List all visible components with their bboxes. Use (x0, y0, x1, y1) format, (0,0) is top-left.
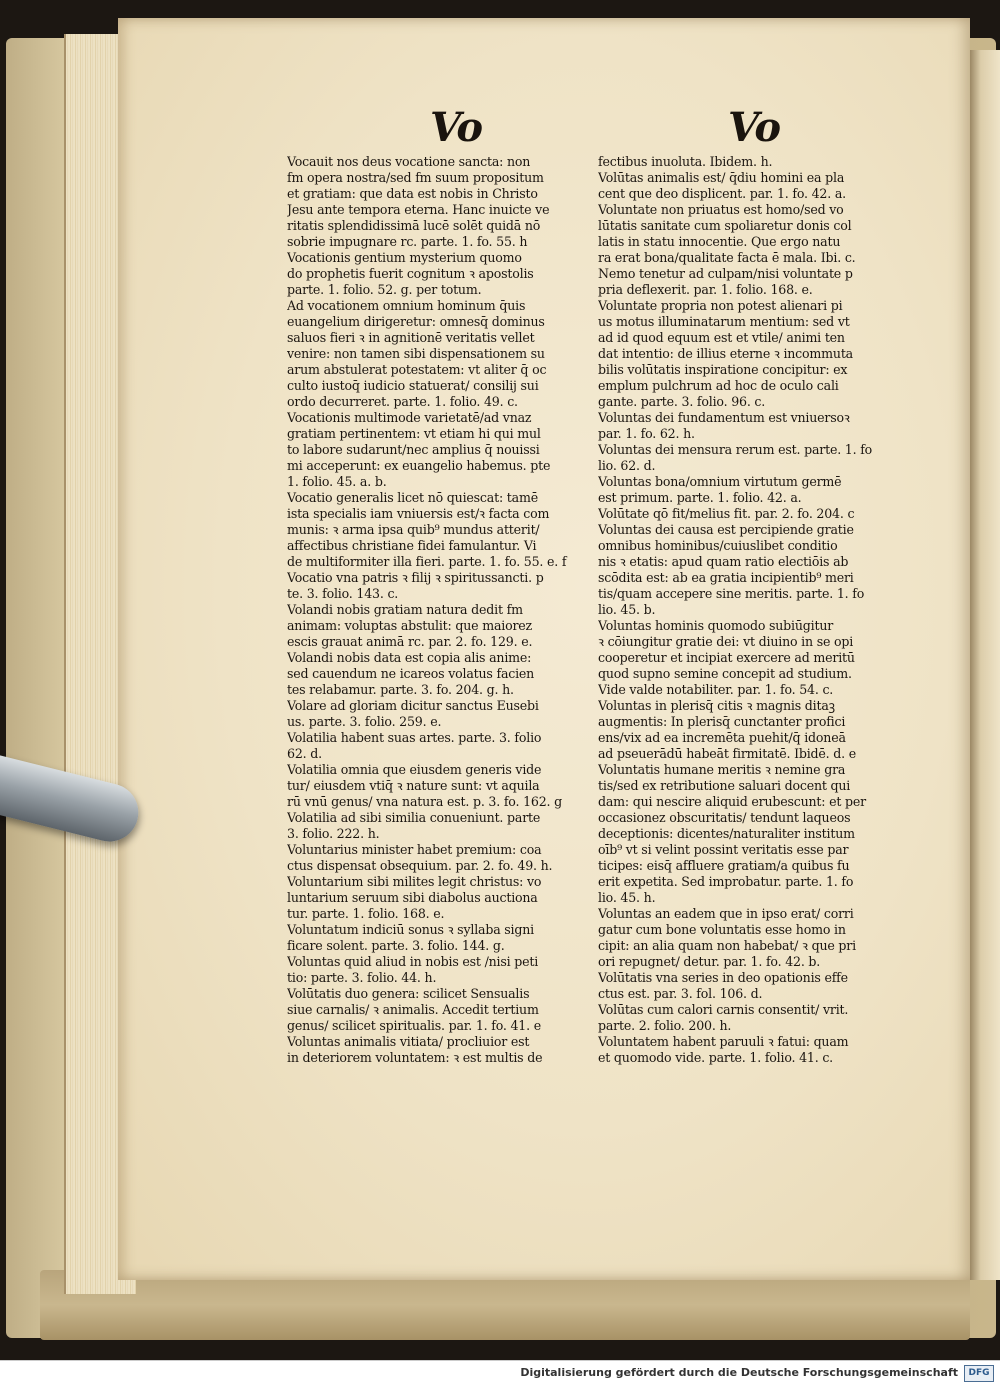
text-line: munis: ꝛ arma ipsa quib⁹ mundus atterit/ (287, 522, 540, 537)
text-line: bilis volūtatis inspiratione concipitur: ex (598, 362, 848, 377)
text-line: ordo decurreret. parte. 1. folio. 49. c. (287, 394, 518, 409)
text-line: scōdita est: ab ea gratia incipientib⁹ meri (598, 570, 854, 585)
text-line: par. 1. fo. 62. h. (598, 426, 695, 441)
text-line: emplum pulchrum ad hoc de oculo cali (598, 378, 839, 393)
text-line: Voluntas an eadem que in ipso erat/ corri (598, 906, 854, 921)
text-line: ens/vix ad ea incremēta puehit/q̄ idoneā (598, 730, 846, 745)
text-line: luntarium seruum sibi diabolus auctiona (287, 890, 538, 905)
text-line: tis/sed ex retributione saluari docent qui (598, 778, 851, 793)
text-line: Voluntarius minister habet premium: coa (287, 842, 542, 857)
text-line: Voluntas dei fundamentum est vniuersoꝛ (598, 410, 850, 425)
text-line: Voluntatis humane meritis ꝛ nemine gra (598, 762, 846, 777)
text-line: venire: non tamen sibi dispensationem su (287, 346, 545, 361)
credit-bar (0, 1360, 1000, 1385)
text-line: ꝛ cōiungitur gratie dei: vt diuino in se opi (598, 634, 854, 649)
running-head-right: Vo (728, 104, 781, 151)
text-line: est primum. parte. 1. folio. 42. a. (598, 490, 802, 505)
text-line: Volatilia habent suas artes. parte. 3. folio (287, 730, 542, 745)
text-line: ficare solent. parte. 3. folio. 144. g. (287, 938, 505, 953)
text-line: sobrie impugnare rc. parte. 1. fo. 55. h (287, 234, 528, 249)
text-line: tur/ eiusdem vtiq̄ ꝛ nature sunt: vt aquila (287, 778, 540, 793)
text-line: cooperetur et incipiat exercere ad meritū (598, 650, 855, 665)
text-line: animam: voluptas abstulit: que maiorez (287, 618, 532, 633)
text-line: siue carnalis/ ꝛ animalis. Accedit tertium (287, 1002, 539, 1017)
running-head-left: Vo (430, 104, 483, 151)
facing-page-edge (968, 50, 1000, 1280)
text-line: ista specialis iam vniuersis est/ꝛ facta com (287, 506, 550, 521)
text-line: arum abstulerat potestatem: vt aliter q̄ oc (287, 362, 547, 377)
text-line: Nemo tenetur ad culpam/nisi voluntate p (598, 266, 853, 281)
text-line: gante. parte. 3. folio. 96. c. (598, 394, 766, 409)
text-line: Voluntate non priuatus est homo/sed vo (598, 202, 844, 217)
text-line: cipit: an alia quam non habebat/ ꝛ que pri (598, 938, 856, 953)
text-line: oīb⁹ vt si velint possint veritatis esse par (598, 842, 849, 857)
text-line: Voluntatum indiciū sonus ꝛ syllaba signi (287, 922, 534, 937)
text-line: ctus est. par. 3. fol. 106. d. (598, 986, 763, 1001)
text-line: de multiformiter illa fieri. parte. 1. fo. 55. e. f (287, 554, 567, 569)
text-line: fm opera nostra/sed fm suum propositum (287, 170, 544, 185)
text-line: ad pseuerādū habeāt firmitatē. Ibidē. d. e (598, 746, 856, 761)
text-line: quod supno semine concepit ad studium. (598, 666, 852, 681)
text-line: Voluntas dei causa est percipiende gratie (598, 522, 854, 537)
text-line: tur. parte. 1. folio. 168. e. (287, 906, 445, 921)
text-line: Vocatio generalis licet nō quiescat: tamē (287, 490, 538, 505)
text-line: sed cauendum ne icareos volatus facien (287, 666, 535, 681)
text-line: 3. folio. 222. h. (287, 826, 380, 841)
text-line: saluos fieri ꝛ in agnitionē veritatis vellet (287, 330, 535, 345)
credit-text: Digitalisierung gefördert durch die Deutsche Forschungsgemeinschaft (520, 1366, 958, 1379)
text-line: Voluntarium sibi milites legit christus: vo (287, 874, 542, 889)
text-line: 62. d. (287, 746, 322, 761)
text-line: latis in statu innocentie. Que ergo natu (598, 234, 841, 249)
text-line: ra erat bona/qualitate facta ē mala. Ibi. c. (598, 250, 856, 265)
text-line: Voluntas bona/omnium virtutum germē (598, 474, 842, 489)
text-line: Volūtas cum calori carnis consentit/ vrit. (598, 1002, 849, 1017)
text-line: erit expetita. Sed improbatur. parte. 1. fo (598, 874, 854, 889)
text-line: affectibus christiane fidei famulantur. Vi (287, 538, 537, 553)
text-line: lio. 45. b. (598, 602, 656, 617)
text-line: dam: qui nescire aliquid erubescunt: et per (598, 794, 866, 809)
text-line: Volandi nobis data est copia alis anime: (287, 650, 532, 665)
text-line: in deteriorem voluntatem: ꝛ est multis de (287, 1050, 543, 1065)
text-column-right (598, 154, 890, 1066)
text-line: tes relabamur. parte. 3. fo. 204. g. h. (287, 682, 514, 697)
text-line: Vocationis gentium mysterium quomo (287, 250, 522, 265)
text-column-left (287, 154, 587, 1066)
text-line: Voluntas hominis quomodo subiūgitur (598, 618, 834, 633)
text-line: Voluntas quid aliud in nobis est /nisi peti (287, 954, 539, 969)
text-line: Vocatio vna patris ꝛ filij ꝛ spiritussancti. p (287, 570, 544, 585)
text-line: Volatilia ad sibi similia conueniunt. parte (287, 810, 541, 825)
text-line: do prophetis fuerit cognitum ꝛ apostolis (287, 266, 534, 281)
text-line: Voluntas dei mensura rerum est. parte. 1. fo (598, 442, 873, 457)
text-line: gatur cum bone voluntatis esse homo in (598, 922, 846, 937)
text-line: et gratiam: que data est nobis in Christo (287, 186, 538, 201)
text-line: Volūtatis vna series in deo opationis effe (598, 970, 848, 985)
text-line: ctus dispensat obsequium. par. 2. fo. 49. h. (287, 858, 553, 873)
text-line: lio. 45. h. (598, 890, 656, 905)
text-line: te. 3. folio. 143. c. (287, 586, 399, 601)
text-line: Volandi nobis gratiam natura dedit fm (287, 602, 523, 617)
text-line: Vocationis multimode varietatē/ad vnaz (287, 410, 532, 425)
text-line: lio. 62. d. (598, 458, 656, 473)
text-line: Volūtate qō fit/melius fit. par. 2. fo. 204. c (598, 506, 855, 521)
text-line: nis ꝛ etatis: apud quam ratio electiōis ab (598, 554, 849, 569)
text-line: Volatilia omnia que eiusdem generis vide (287, 762, 542, 777)
text-line: Volūtatis duo genera: scilicet Sensualis (287, 986, 530, 1001)
text-line: pria deflexerit. par. 1. folio. 168. e. (598, 282, 813, 297)
text-line: cent que deo displicent. par. 1. fo. 42. a. (598, 186, 846, 201)
text-line: 1. folio. 45. a. b. (287, 474, 387, 489)
text-line: lūtatis sanitate cum spoliaretur donis col (598, 218, 852, 233)
text-line: us motus illuminatarum mentium: sed vt (598, 314, 850, 329)
text-line: dat intentio: de illius eterne ꝛ incommuta (598, 346, 853, 361)
text-line: rū vnū genus/ vna natura est. p. 3. fo. 162. g (287, 794, 562, 809)
text-line: Voluntate propria non potest alienari pi (598, 298, 843, 313)
text-line: occasionez obscuritatis/ tendunt laqueos (598, 810, 851, 825)
text-line: augmentis: In plerisq̄ cunctanter profici (598, 714, 846, 729)
text-line: Voluntatem habent paruuli ꝛ fatui: quam (598, 1034, 849, 1049)
text-line: mi acceperunt: ex euangelio habemus. pte (287, 458, 551, 473)
text-line: parte. 1. folio. 52. g. per totum. (287, 282, 482, 297)
text-line: euangelium dirigeretur: omnesq̄ dominus (287, 314, 545, 329)
text-line: Vocauit nos deus vocatione sancta: non (287, 154, 531, 169)
text-line: Voluntas in plerisq̄ citis ꝛ magnis ditaꝫ (598, 698, 835, 713)
text-line: ritatis splendidissimā lucē solēt quidā nō (287, 218, 541, 233)
text-line: us. parte. 3. folio. 259. e. (287, 714, 442, 729)
text-line: Voluntas animalis vitiata/ procliuior est (287, 1034, 530, 1049)
dfg-logo: DFG (964, 1365, 994, 1382)
text-line: Volare ad gloriam dicitur sanctus Eusebi (287, 698, 539, 713)
text-line: genus/ scilicet spiritualis. par. 1. fo. 41. e (287, 1018, 541, 1033)
text-line: to labore sudarunt/nec amplius q̄ nouissi (287, 442, 540, 457)
text-line: culto iustoq̄ iudicio statuerat/ consilij sui (287, 378, 539, 393)
text-line: parte. 2. folio. 200. h. (598, 1018, 732, 1033)
text-line: Volūtas animalis est/ q̄diu homini ea pla (598, 170, 845, 185)
book-cover-bottom (40, 1270, 970, 1340)
text-line: escis grauat animā rc. par. 2. fo. 129. e. (287, 634, 533, 649)
text-line: et quomodo vide. parte. 1. folio. 41. c. (598, 1050, 833, 1065)
text-line: ori repugnet/ detur. par. 1. fo. 42. b. (598, 954, 821, 969)
text-line: Vide valde notabiliter. par. 1. fo. 54. c. (598, 682, 834, 697)
text-line: ticipes: eisq̄ affluere gratiam/a quibus fu (598, 858, 850, 873)
text-line: Jesu ante tempora eterna. Hanc inuicte ve (287, 202, 550, 217)
text-line: gratiam pertinentem: vt etiam hi qui mul (287, 426, 541, 441)
text-line: omnibus hominibus/cuiuslibet conditio (598, 538, 838, 553)
text-line: deceptionis: dicentes/naturaliter institum (598, 826, 855, 841)
text-line: tio: parte. 3. folio. 44. h. (287, 970, 437, 985)
text-line: tis/quam accepere sine meritis. parte. 1. fo (598, 586, 865, 601)
text-line: ad id quod equum est et vtile/ animi ten (598, 330, 845, 345)
text-line: fectibus inuoluta. Ibidem. h. (598, 154, 773, 169)
text-line: Ad vocationem omnium hominum q̄uis (287, 298, 526, 313)
